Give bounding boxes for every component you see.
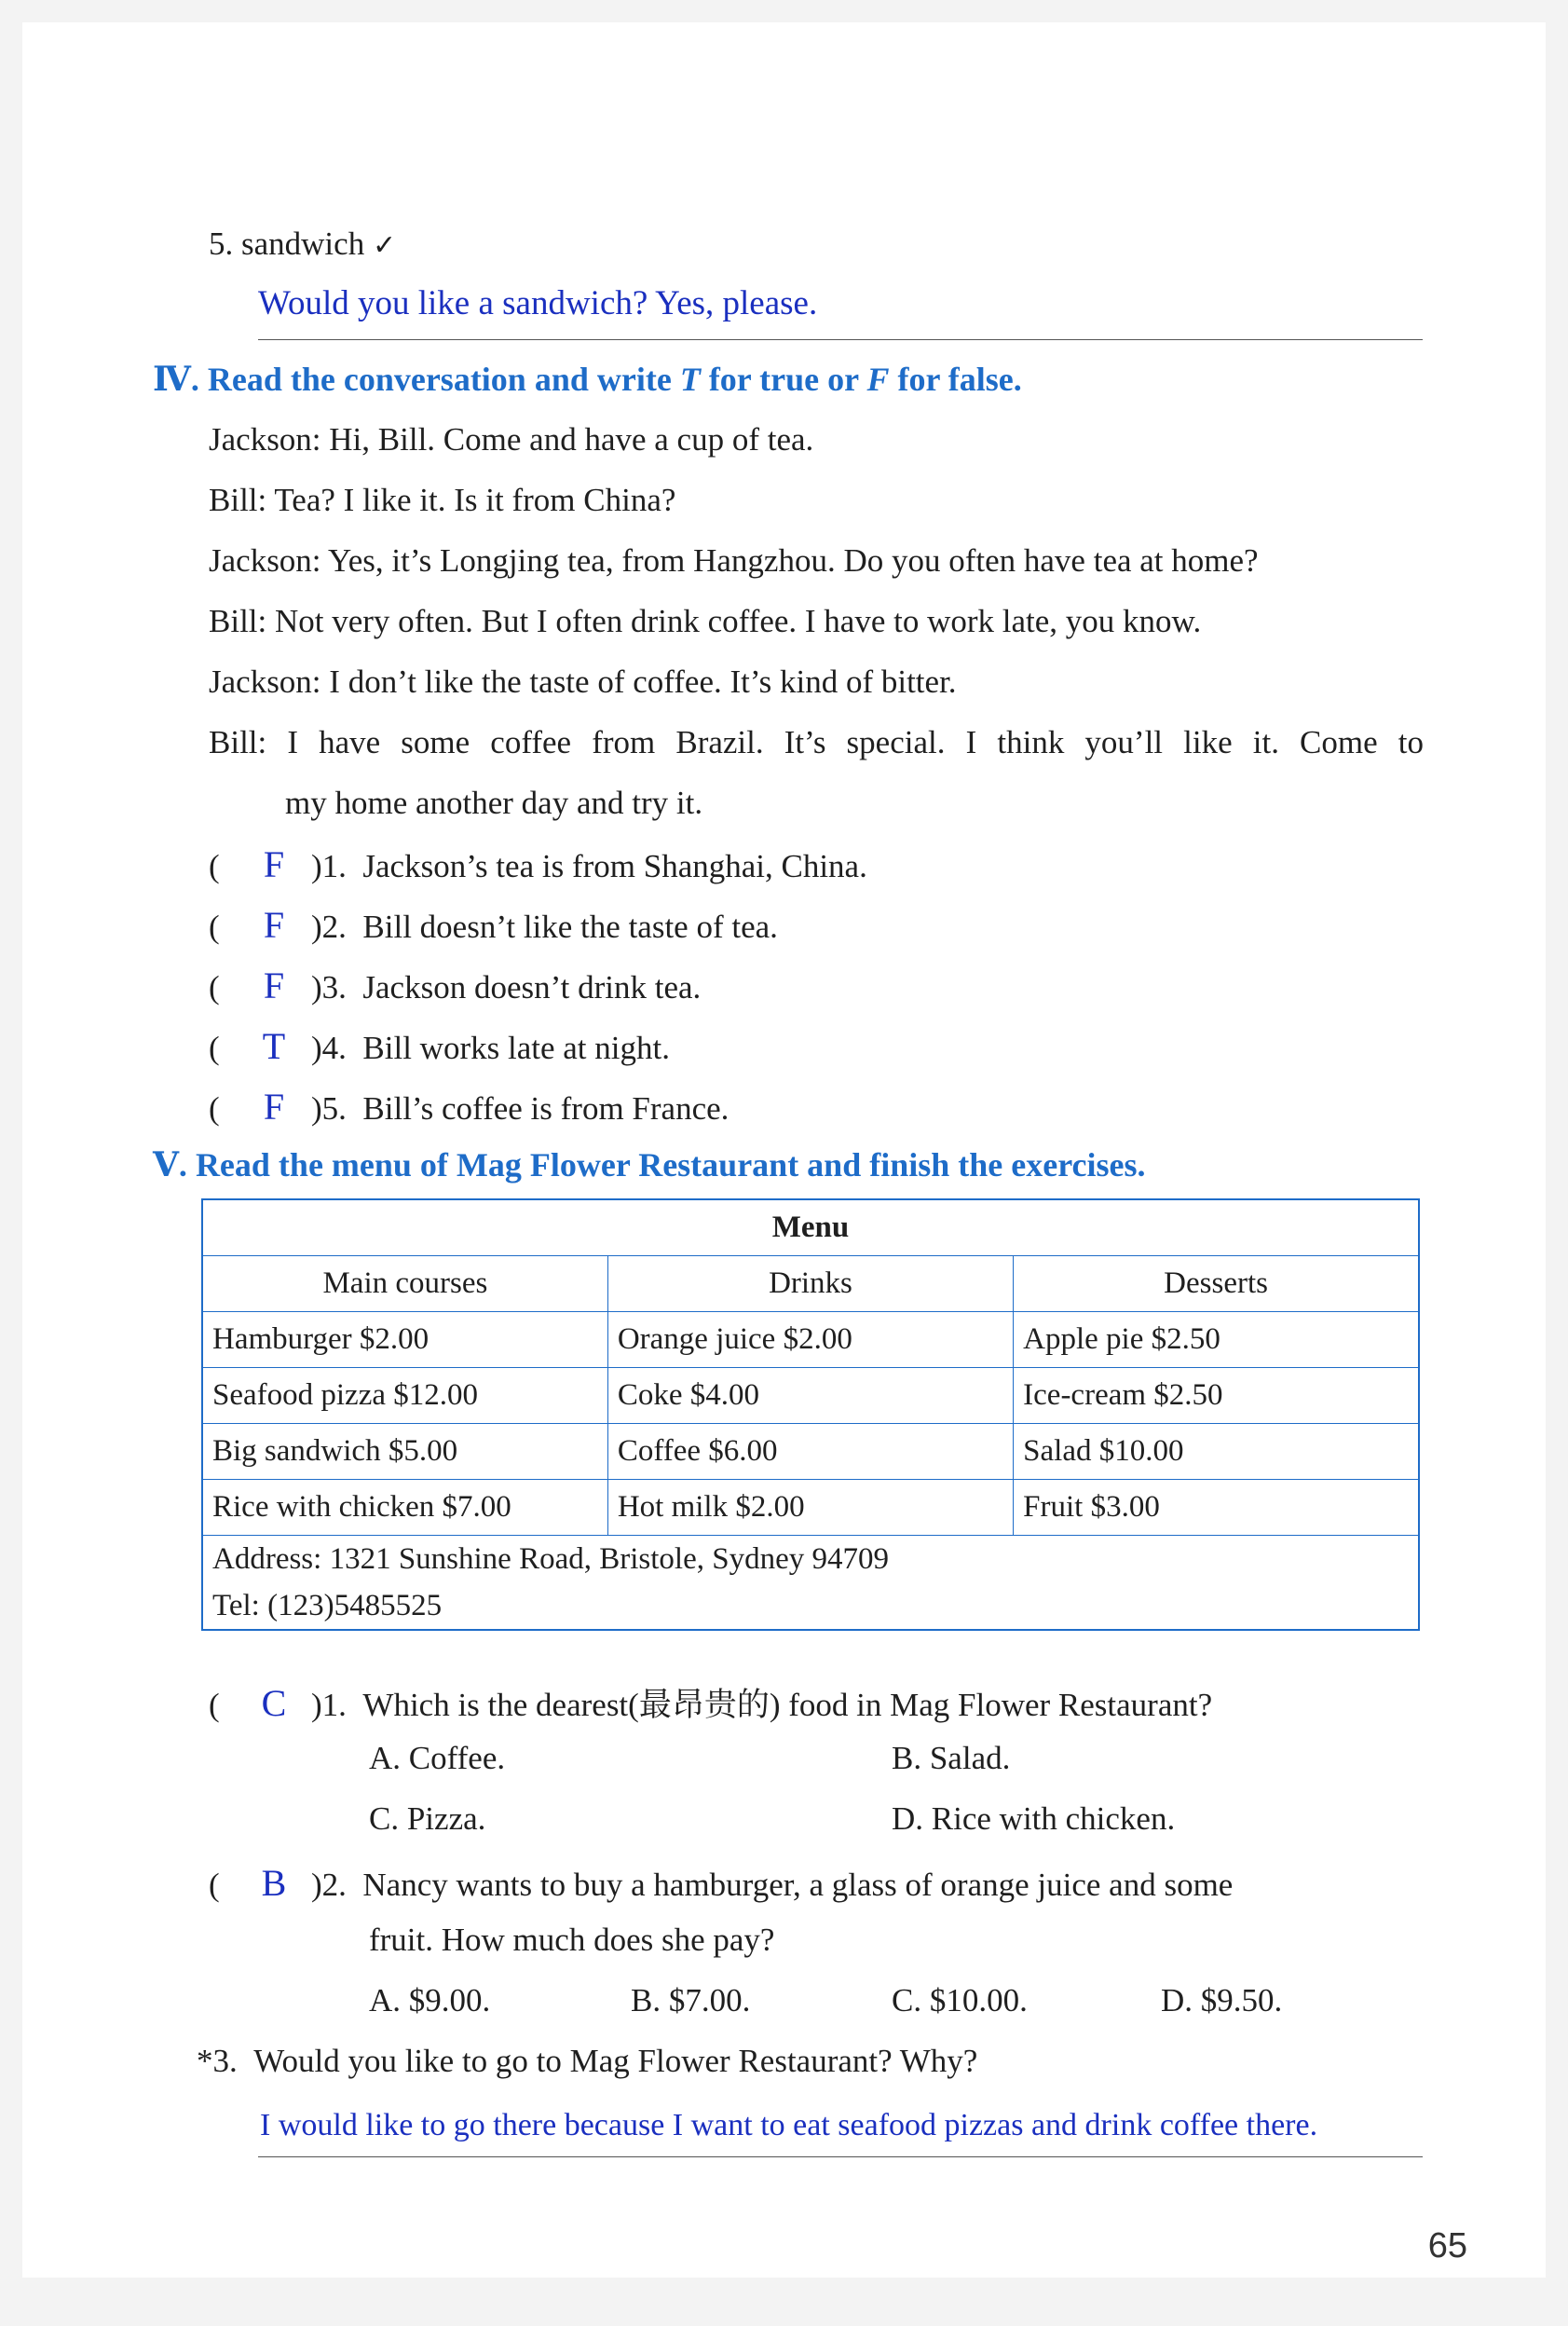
title-t: T <box>679 361 701 398</box>
menu-row <box>202 1312 1419 1368</box>
tel-text: Tel: (123)5485525 <box>212 1589 443 1622</box>
menu-cell: Seafood pizza $12.00 <box>202 1368 607 1424</box>
option-c: C. $10.00. <box>892 1982 1028 2018</box>
statement-number: )2. <box>311 909 347 945</box>
question-answer: B <box>261 1862 287 1904</box>
question-text: Nancy wants to buy a hamburger, a glass of orange juice and some <box>362 1867 1234 1903</box>
question-text: Would you like to go to Mag Flower Restaurant? Why? <box>253 2043 978 2079</box>
question-text: Which is the dearest(最昂贵的) food in Mag Flower Restaurant? <box>362 1687 1213 1723</box>
statement-answer: F <box>263 965 285 1006</box>
column-header: Desserts <box>1014 1256 1419 1312</box>
dialogue-line: Jackson: I don’t like the taste of coffee. It’s kind of bitter. <box>209 664 957 700</box>
statement-text: Bill doesn’t like the taste of tea. <box>362 909 778 945</box>
section-5-numeral: Ⅴ. <box>153 1146 187 1184</box>
menu-cell: Apple pie $2.50 <box>1014 1312 1419 1368</box>
page-number: 65 <box>1427 2226 1467 2265</box>
menu-cell: Orange juice $2.00 <box>607 1312 1013 1368</box>
dialogue-line: Jackson: Yes, it’s Longjing tea, from Hangzhou. Do you often have tea at home? <box>209 542 1259 579</box>
open-paren: ( <box>209 1090 220 1127</box>
open-paren: ( <box>209 969 220 1006</box>
section-4-title <box>153 360 1022 399</box>
menu-cell: Hamburger $2.00 <box>202 1312 607 1368</box>
check-mark-icon: ✓ <box>372 229 397 262</box>
statement-answer: T <box>262 1025 286 1067</box>
answer-line <box>258 2156 1423 2157</box>
statement-number: )1. <box>311 848 347 884</box>
statement-text: Bill works late at night. <box>362 1030 670 1066</box>
address-text: Address: 1321 Sunshine Road, Bristole, Sydney 94709 <box>212 1542 889 1576</box>
question-answer: C <box>261 1682 287 1724</box>
dialogue-line: my home another day and try it. <box>285 785 703 821</box>
menu-cell: Fruit $3.00 <box>1014 1480 1419 1536</box>
menu-cell: Coke $4.00 <box>607 1368 1013 1424</box>
open-paren: ( <box>209 1030 220 1066</box>
column-header: Drinks <box>607 1256 1013 1312</box>
menu-row <box>202 1480 1419 1536</box>
option-c: C. Pizza. <box>369 1800 486 1837</box>
address-cell <box>202 1536 1419 1631</box>
option-a: A. Coffee. <box>369 1740 506 1776</box>
question-number: )2. <box>311 1867 347 1903</box>
menu-row <box>202 1368 1419 1424</box>
option-b: B. Salad. <box>892 1740 1011 1776</box>
option-a: A. $9.00. <box>369 1982 491 2018</box>
statement-answer: F <box>263 1086 285 1128</box>
statement-text: Jackson’s tea is from Shanghai, China. <box>362 848 867 884</box>
question-text-continued: fruit. How much does she pay? <box>369 1922 775 1958</box>
question-1-row <box>209 1679 1212 1726</box>
statement-row <box>209 964 701 1007</box>
open-paren: ( <box>209 1867 220 1903</box>
menu-cell: Big sandwich $5.00 <box>202 1424 607 1480</box>
question-3-row <box>197 2043 977 2080</box>
menu-cell: Salad $10.00 <box>1014 1424 1419 1480</box>
item-5-label <box>209 226 396 263</box>
item-5-text: 5. sandwich <box>209 226 365 262</box>
menu-heading: Menu <box>202 1199 1419 1256</box>
workbook-page <box>22 22 1546 2278</box>
section-4-numeral: Ⅳ. <box>153 361 199 398</box>
title-f: F <box>866 361 890 398</box>
statement-row <box>209 1024 670 1068</box>
section-5-title <box>153 1145 1146 1184</box>
menu-row <box>202 1424 1419 1480</box>
section-4-title-post: for false. <box>889 361 1022 398</box>
column-header: Main courses <box>202 1256 607 1312</box>
option-d: D. $9.50. <box>1161 1982 1283 2018</box>
dialogue-line: Bill: Not very often. But I often drink coffee. I have to work late, you know. <box>209 603 1202 639</box>
statement-row <box>209 903 778 947</box>
statement-row <box>209 842 867 886</box>
item-5-answer: Would you like a sandwich? Yes, please. <box>258 284 818 322</box>
question-number: *3. <box>197 2043 238 2079</box>
statement-row <box>209 1085 729 1129</box>
question-3-answer: I would like to go there because I want to eat seafood pizzas and drink coffee there. <box>260 2108 1318 2142</box>
option-d: D. Rice with chicken. <box>892 1800 1176 1837</box>
question-number: )1. <box>311 1687 347 1723</box>
statement-answer: F <box>263 904 285 946</box>
statement-answer: F <box>263 843 285 885</box>
section-5-title-text: Read the menu of Mag Flower Restaurant and finish the exercises. <box>195 1146 1146 1184</box>
menu-cell: Ice-cream $2.50 <box>1014 1368 1419 1424</box>
menu-cell: Rice with chicken $7.00 <box>202 1480 607 1536</box>
menu-cell: Hot milk $2.00 <box>607 1480 1013 1536</box>
dialogue-line: Bill: I have some coffee from Brazil. It’s special. I think you’ll like it. Come to <box>209 724 1424 760</box>
menu-cell: Coffee $6.00 <box>607 1424 1013 1480</box>
statement-number: )4. <box>311 1030 347 1066</box>
open-paren: ( <box>209 909 220 945</box>
statement-number: )5. <box>311 1090 347 1127</box>
question-2-row <box>209 1861 1233 1905</box>
section-4-title-mid: for true or <box>700 361 867 398</box>
statement-number: )3. <box>311 969 347 1006</box>
dialogue-line: Jackson: Hi, Bill. Come and have a cup of tea. <box>209 421 814 458</box>
statement-text: Bill’s coffee is from France. <box>362 1090 729 1127</box>
answer-line <box>258 339 1423 340</box>
option-b: B. $7.00. <box>631 1982 751 2018</box>
section-4-title-text: Read the conversation and write <box>207 361 680 398</box>
open-paren: ( <box>209 848 220 884</box>
menu-table <box>201 1198 1420 1631</box>
statement-text: Jackson doesn’t drink tea. <box>362 969 702 1006</box>
open-paren: ( <box>209 1687 220 1723</box>
dialogue-line: Bill: Tea? I like it. Is it from China? <box>209 482 676 518</box>
